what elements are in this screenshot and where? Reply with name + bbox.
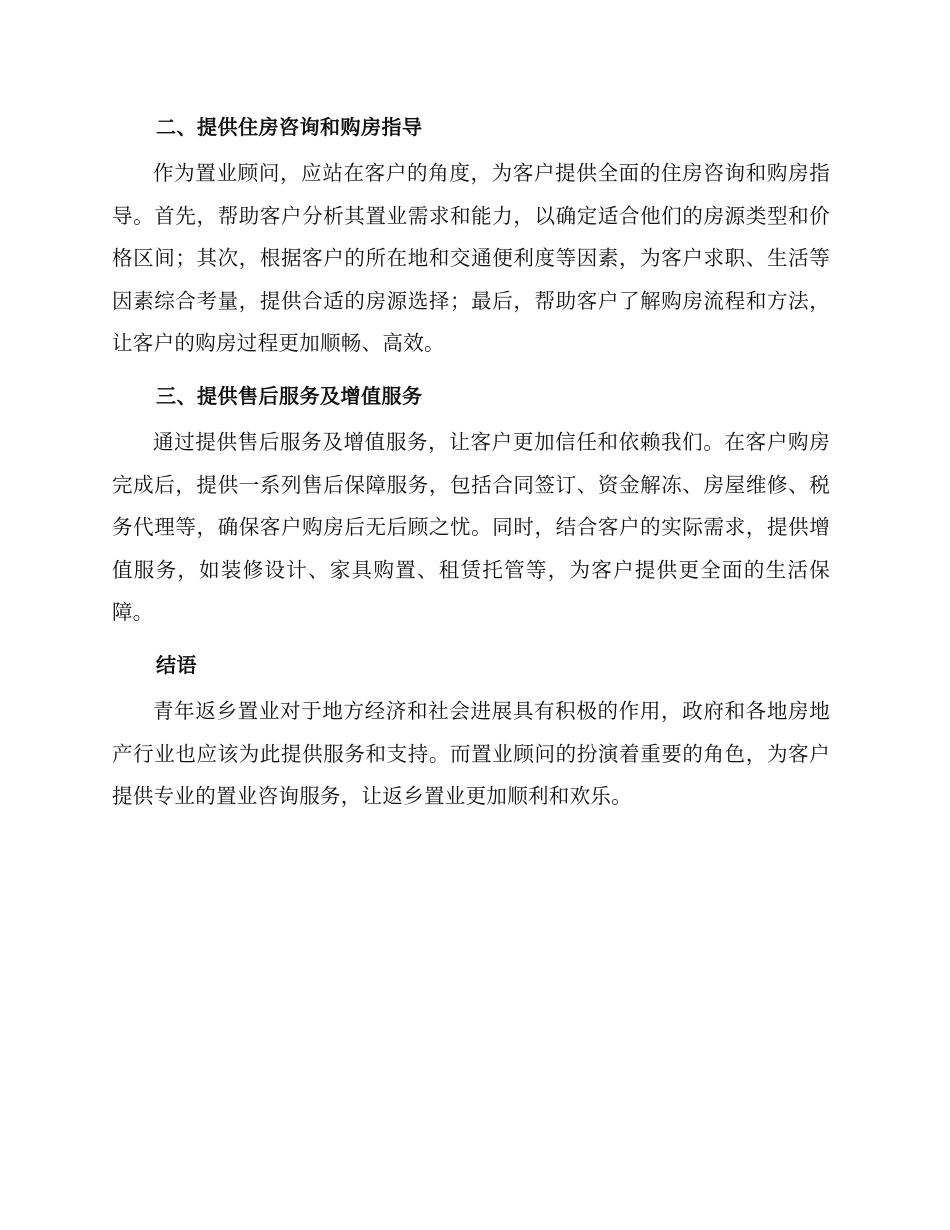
section-paragraph: 青年返乡置业对于地方经济和社会进展具有积极的作用，政府和各地房地产行业也应该为此提供服务和支持。而置业顾问的扮演着重要的角色，为客户提供专业的置业咨询服务，让返乡置业更加顺利和欢乐。	[112, 698, 830, 809]
document-body	[112, 108, 830, 830]
section-heading: 二、提供住房咨询和购房指导	[156, 115, 423, 139]
section-conclusion	[112, 646, 830, 818]
section-housing-consulting	[112, 108, 830, 365]
section-paragraph: 作为置业顾问，应站在客户的角度，为客户提供全面的住房咨询和购房指导。首先，帮助客户分析其置业需求和能力，以确定适合他们的房源类型和价格区间；其次，根据客户的所在地和交通便利度等因素，为客户求职、生活等因素综合考量，提供合适的房源选择；最后，帮助客户了解购房流程和方法，让客户的购房过程更加顺畅、高效。	[112, 161, 830, 356]
section-paragraph: 通过提供售后服务及增值服务，让客户更加信任和依赖我们。在客户购房完成后，提供一系列售后保障服务，包括合同签订、资金解冻、房屋维修、税务代理等，确保客户购房后无后顾之忧。同时，结合客户的实际需求，提供增值服务，如装修设计、家具购置、租赁托管等，为客户提供更全面的生活保障。	[112, 429, 830, 625]
section-heading: 三、提供售后服务及增值服务	[156, 383, 423, 408]
section-heading: 结语	[156, 652, 197, 677]
section-after-sales	[112, 377, 830, 634]
